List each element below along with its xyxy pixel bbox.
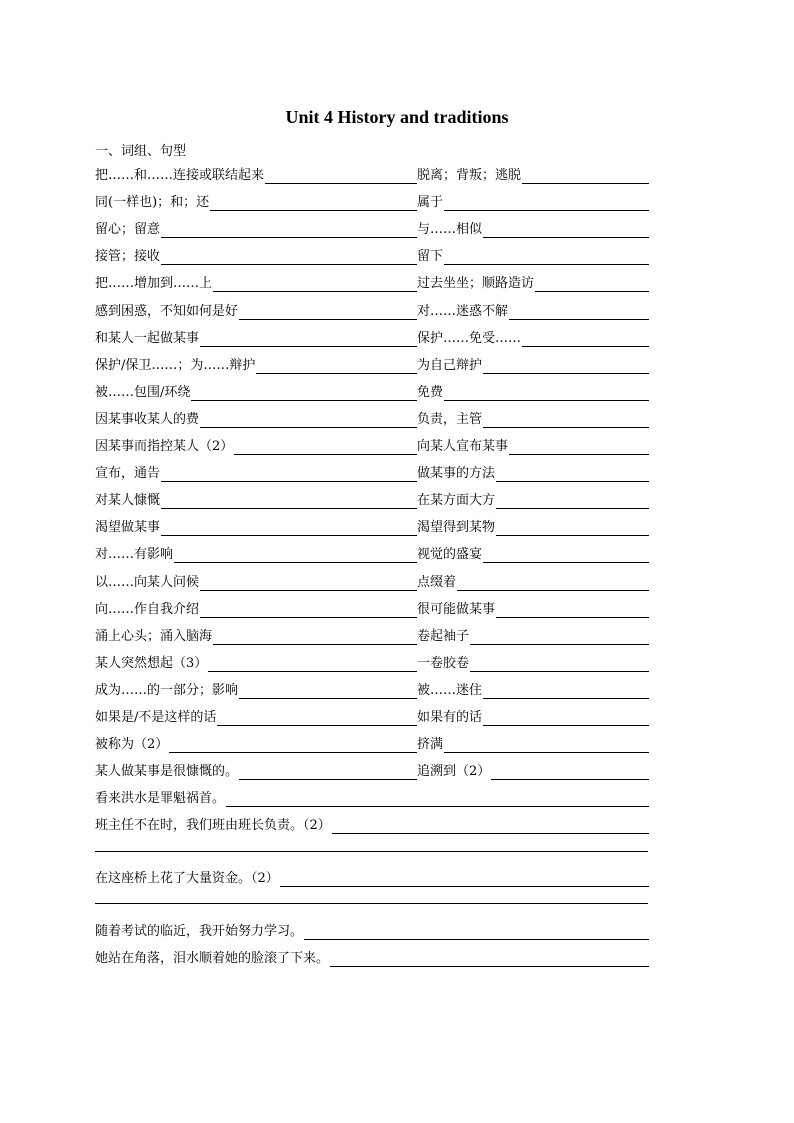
phrase-row	[95, 168, 651, 186]
phrase-label: 对……有影响	[95, 547, 174, 563]
answer-blank[interactable]	[522, 170, 649, 184]
phrase-right	[417, 195, 649, 211]
sentence-row	[95, 791, 651, 809]
answer-blank[interactable]	[265, 170, 417, 184]
answer-blank[interactable]	[483, 414, 649, 428]
answer-blank[interactable]	[200, 604, 417, 618]
phrase-right	[417, 575, 649, 591]
phrase-row	[95, 493, 651, 511]
answer-blank[interactable]	[191, 387, 417, 401]
phrase-right	[417, 439, 649, 455]
sentence-line	[95, 951, 649, 967]
phrase-row	[95, 764, 651, 782]
answer-blank[interactable]	[330, 953, 649, 967]
phrase-right	[417, 520, 649, 536]
phrase-right	[417, 412, 649, 428]
phrase-label: 在某方面大方	[417, 493, 496, 509]
phrase-label: 向某人宣布某事	[417, 439, 509, 454]
phrase-label: 脱离；背叛；逃脱	[417, 168, 522, 183]
phrase-label: 保护/保卫……；为……辩护	[95, 357, 256, 373]
answer-blank[interactable]	[161, 468, 417, 482]
phrase-label: 与……相似	[417, 222, 483, 238]
phrase-right	[417, 385, 649, 401]
phrase-row	[95, 222, 651, 240]
phrase-label: 渴望得到某物	[417, 520, 496, 536]
phrase-label: 某人做某事是很慷慨的。	[95, 764, 239, 780]
phrase-right	[417, 737, 649, 753]
phrase-left	[95, 249, 417, 265]
sentence-prompt: 班主任不在时，我们班由班长负责。（2）	[95, 818, 331, 834]
phrase-left	[95, 304, 417, 320]
answer-blank[interactable]	[470, 631, 649, 645]
worksheet-title: Unit 4 History and traditions	[285, 107, 509, 127]
phrase-left	[95, 520, 417, 536]
phrase-left	[95, 764, 417, 780]
answer-blank[interactable]	[483, 224, 649, 238]
answer-blank[interactable]	[213, 278, 417, 292]
phrase-label: 向……作自我介绍	[95, 601, 200, 617]
phrase-left	[95, 547, 417, 563]
phrase-row	[95, 412, 651, 430]
phrase-left	[95, 222, 417, 238]
answer-blank[interactable]	[161, 224, 417, 238]
phrase-right	[417, 764, 649, 780]
answer-blank[interactable]	[161, 522, 417, 536]
answer-blank[interactable]	[535, 278, 649, 292]
answer-blank[interactable]	[239, 685, 417, 699]
phrase-label: 成为……的一部分；影响	[95, 682, 239, 698]
phrase-row	[95, 547, 651, 565]
answer-blank[interactable]	[483, 549, 649, 563]
answer-blank[interactable]	[280, 873, 649, 887]
answer-blank[interactable]	[483, 712, 649, 726]
answer-blank[interactable]	[161, 251, 417, 265]
phrase-label: 负责，主管	[417, 411, 483, 427]
phrase-label: 和某人一起做某事	[95, 330, 200, 346]
phrase-label: 过去坐坐；顺路造访	[417, 276, 535, 292]
answer-blank[interactable]	[161, 495, 417, 509]
phrase-left	[95, 195, 417, 211]
phrase-left	[95, 493, 417, 509]
phrase-label: 挤满	[417, 737, 444, 753]
answer-blank[interactable]	[256, 360, 417, 374]
phrase-label: 被……迷住	[417, 682, 483, 698]
phrase-label: 对……迷惑不解	[417, 303, 509, 319]
answer-blank[interactable]	[239, 306, 417, 320]
answer-blank[interactable]	[444, 739, 649, 753]
phrase-right	[417, 493, 649, 509]
answer-blank[interactable]	[444, 197, 649, 211]
phrase-label: 被称为（2）	[95, 737, 169, 753]
sentence-prompt: 在这座桥上花了大量资金。（2）	[95, 871, 279, 886]
phrase-label: 如果有的话	[417, 710, 483, 725]
answer-blank[interactable]	[208, 658, 417, 672]
answer-blank[interactable]	[213, 631, 417, 645]
phrase-label: 因某事收某人的费	[95, 411, 200, 427]
phrase-left	[95, 331, 417, 347]
answer-blank[interactable]	[509, 441, 649, 455]
phrase-left	[95, 358, 417, 374]
phrase-left	[95, 683, 417, 699]
phrase-left	[95, 629, 417, 645]
answer-blank[interactable]	[200, 414, 417, 428]
phrase-label: 感到困惑，不知如何是好	[95, 303, 239, 319]
sentence-prompt: 看来洪水是罪魁祸首。	[95, 791, 226, 807]
phrase-left	[95, 412, 417, 428]
phrase-right	[417, 629, 649, 645]
sentence-line	[95, 924, 649, 940]
phrase-row	[95, 195, 651, 213]
phrase-left	[95, 737, 417, 753]
phrase-left	[95, 385, 417, 401]
answer-blank[interactable]	[210, 197, 417, 211]
sentence-line	[95, 791, 649, 807]
answer-blank[interactable]	[496, 604, 649, 618]
answer-blank[interactable]	[444, 387, 649, 401]
answer-blank[interactable]	[509, 306, 649, 320]
phrase-left	[95, 439, 417, 455]
phrase-row	[95, 520, 651, 538]
sentence-prompt: 随着考试的临近，我开始努力学习。	[95, 923, 304, 939]
sentence-line	[95, 871, 649, 887]
sentence-row	[95, 818, 651, 836]
phrase-label: 属于	[417, 195, 444, 211]
phrase-right	[417, 168, 649, 184]
phrase-row	[95, 656, 651, 674]
phrase-label: 做某事的方法	[417, 466, 496, 482]
phrase-label: 把……增加到……上	[95, 276, 213, 292]
answer-blank[interactable]	[444, 251, 649, 265]
phrase-row	[95, 683, 651, 701]
phrase-row	[95, 358, 651, 376]
phrase-label: 把……和……连接或联结起来	[95, 168, 265, 183]
phrase-label: 以……向某人问候	[95, 574, 200, 590]
answer-blank[interactable]	[234, 441, 417, 455]
phrase-left	[95, 575, 417, 591]
phrase-label: 宣布，通告	[95, 466, 161, 482]
phrase-label: 如果是/不是这样的话	[95, 710, 217, 725]
answer-blank[interactable]	[304, 926, 649, 940]
answer-blank[interactable]	[483, 360, 649, 374]
phrase-right	[417, 710, 649, 726]
sentence-line	[95, 818, 649, 834]
sentence-prompt: 她站在角落，泪水顺着她的脸滚了下来。	[95, 950, 330, 966]
answer-blank[interactable]	[491, 766, 649, 780]
answer-blank[interactable]	[522, 333, 649, 347]
phrase-label: 同(一样也)；和；还	[95, 195, 210, 211]
phrase-left	[95, 276, 417, 292]
answer-blank[interactable]	[200, 333, 417, 347]
phrase-right	[417, 304, 649, 320]
phrase-label: 接管；接收	[95, 249, 161, 265]
phrase-left	[95, 602, 417, 618]
phrase-label: 被……包围/环绕	[95, 384, 191, 400]
phrase-left	[95, 466, 417, 482]
phrase-right	[417, 358, 649, 374]
answer-blank-continuation[interactable]	[95, 851, 648, 852]
phrase-label: 点缀着	[417, 574, 457, 590]
phrase-label: 为自己辩护	[417, 357, 483, 373]
answer-blank[interactable]	[332, 820, 649, 834]
phrase-row	[95, 466, 651, 484]
phrase-right	[417, 331, 649, 347]
answer-blank[interactable]	[496, 522, 649, 536]
answer-blank[interactable]	[496, 495, 649, 509]
phrase-row	[95, 439, 651, 457]
sentence-row	[95, 871, 651, 889]
phrase-left	[95, 168, 417, 184]
phrase-label: 免费	[417, 384, 444, 400]
phrase-label: 很可能做某事	[417, 601, 496, 617]
phrase-right	[417, 547, 649, 563]
phrase-row	[95, 331, 651, 349]
phrase-label: 某人突然想起（3）	[95, 655, 208, 671]
answer-blank[interactable]	[169, 739, 417, 753]
answer-blank[interactable]	[470, 658, 649, 672]
phrase-row	[95, 575, 651, 593]
phrase-label: 留下	[417, 249, 444, 265]
phrase-row	[95, 710, 651, 728]
answer-blank[interactable]	[483, 685, 649, 699]
phrase-label: 一卷胶卷	[417, 655, 470, 671]
phrase-label: 保护……免受……	[417, 330, 522, 346]
sentence-row	[95, 924, 651, 942]
phrase-row	[95, 276, 651, 294]
phrase-label: 留心；留意	[95, 222, 161, 238]
phrase-right	[417, 602, 649, 618]
phrase-row	[95, 249, 651, 267]
answer-blank[interactable]	[226, 793, 649, 807]
answer-blank[interactable]	[174, 549, 417, 563]
phrase-label: 追溯到（2）	[417, 764, 491, 780]
phrase-right	[417, 249, 649, 265]
answer-blank[interactable]	[200, 577, 417, 591]
phrase-row	[95, 602, 651, 620]
phrase-label: 对某人慷慨	[95, 493, 161, 509]
phrase-row	[95, 629, 651, 647]
answer-blank[interactable]	[496, 468, 649, 482]
answer-blank-continuation[interactable]	[95, 903, 648, 904]
phrase-right	[417, 466, 649, 482]
answer-blank[interactable]	[217, 712, 417, 726]
answer-blank[interactable]	[239, 766, 417, 780]
phrase-row	[95, 304, 651, 322]
answer-blank[interactable]	[457, 577, 649, 591]
phrase-label: 渴望做某事	[95, 520, 161, 536]
phrase-left	[95, 656, 417, 672]
sentence-row	[95, 951, 651, 969]
phrase-right	[417, 656, 649, 672]
phrase-label: 涌上心头；涌入脑海	[95, 628, 213, 644]
phrase-label: 因某事而指控某人（2）	[95, 439, 234, 454]
section-heading: 一、词组、句型	[95, 144, 187, 159]
phrase-row	[95, 737, 651, 755]
phrase-right	[417, 276, 649, 292]
phrase-row	[95, 385, 651, 403]
phrase-label: 卷起袖子	[417, 628, 470, 644]
phrase-left	[95, 710, 417, 726]
phrase-label: 视觉的盛宴	[417, 547, 483, 563]
phrase-right	[417, 222, 649, 238]
phrase-right	[417, 683, 649, 699]
